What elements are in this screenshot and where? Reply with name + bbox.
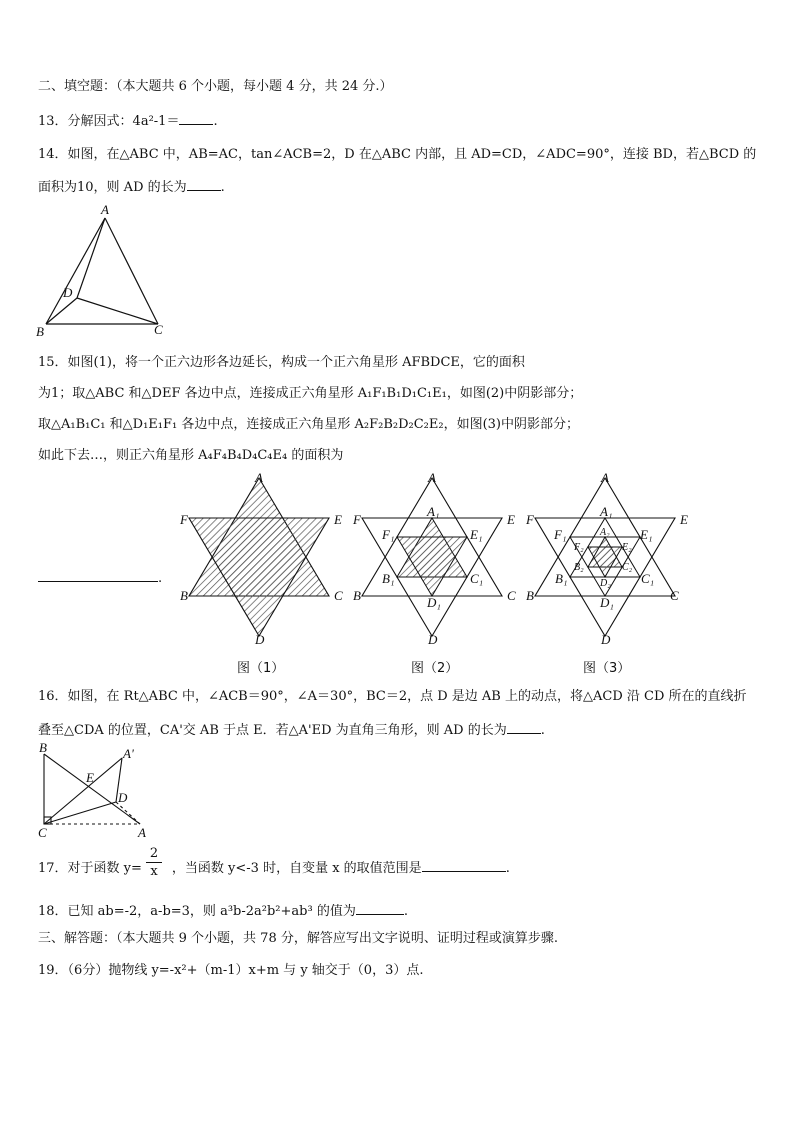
fig3-label-d1: D₁ xyxy=(600,595,614,610)
q16-fold-figure xyxy=(30,740,160,840)
section-heading-fill-in: 二、填空题：（本大题共 6 个小题，每小题 4 分，共 24 分.） xyxy=(38,79,393,94)
question-15-line1: 15．如图(1)，将一个正六边形各边延长，构成一个正六角星形 AFBDCE，它的面积 xyxy=(38,355,525,370)
q14-label-c: C xyxy=(154,322,163,337)
fig3-label-f: F xyxy=(526,512,534,527)
q15-answer-blank xyxy=(38,567,158,582)
q13-number: 13． xyxy=(38,114,68,129)
figure-3 xyxy=(525,470,688,647)
question-19: 19．（6分）抛物线 y=-x²+（m-1）x+m 与 y 轴交于（0，3）点. xyxy=(38,963,424,978)
fig2-label-d1: D₁ xyxy=(427,595,441,610)
figure-2 xyxy=(352,470,516,647)
caption-figure-2: 图（2） xyxy=(411,661,459,676)
fig2-label-d: D xyxy=(428,632,438,647)
q14-triangle-figure xyxy=(30,200,180,340)
question-15-line2: 为1；取△ABC 和△DEF 各边中点，连接成正六角星形 A₁F₁B₁D₁C₁E₁，如图(2)中阴影部分； xyxy=(38,386,583,401)
q18-text: 18．已知 ab=-2，a-b=3，则 a³b-2a²b²+ab³ 的值为 xyxy=(38,904,356,919)
q17-post: ，当函数 y<-3 时，自变量 x 的取值范围是 xyxy=(171,861,422,876)
fig3-label-a2: A₂ xyxy=(600,527,610,538)
question-14-line1: 14．如图，在△ABC 中，AB=AC，tan∠ACB=2，D 在△ABC 内部，且 AD=CD，∠ADC=90°，连接 BD，若△BCD 的 xyxy=(38,147,757,162)
q14-label-d: D xyxy=(63,285,73,300)
question-15-line3: 取△A₁B₁C₁ 和△D₁E₁F₁ 各边中点，连接成正六角星形 A₂F₂B₂D₂C₂E₂，如图(3)中阴影部分； xyxy=(38,417,579,432)
q14-label-b: B xyxy=(36,324,44,339)
question-18 xyxy=(38,900,408,921)
q16-label-e: E xyxy=(86,770,94,785)
caption-figure-3: 图（3） xyxy=(583,661,631,676)
fig3-label-c: C xyxy=(670,588,679,603)
fig1-label-f: F xyxy=(180,512,188,527)
q17-fraction xyxy=(146,846,162,879)
fig3-label-b: B xyxy=(526,588,534,603)
fig1-label-d: D xyxy=(255,632,265,647)
fig3-label-f2: F₂ xyxy=(574,542,584,553)
fig3-label-e: E xyxy=(680,512,688,527)
fig3-label-c1: C₁ xyxy=(641,571,655,586)
q18-end: . xyxy=(403,904,408,919)
fig1-label-e: E xyxy=(334,512,342,527)
fig3-label-c2: C₂ xyxy=(622,562,633,573)
q15-end: . xyxy=(158,571,163,586)
fig2-label-b1: B₁ xyxy=(382,571,395,586)
q15-answer-line xyxy=(38,567,162,588)
q14-text: 面积为10，则 AD 的长为 xyxy=(38,180,187,195)
q17-pre: 17．对于函数 y= xyxy=(38,861,142,876)
q16-answer-blank xyxy=(507,719,541,734)
fig1-label-c: C xyxy=(334,588,343,603)
fig2-label-b: B xyxy=(353,588,361,603)
fig3-label-f1: F₁ xyxy=(554,527,567,542)
q16-end: . xyxy=(540,723,545,738)
question-17 xyxy=(38,857,510,878)
fig2-label-f1: F₁ xyxy=(382,527,395,542)
fig1-label-a: A xyxy=(255,470,263,485)
q17-end: . xyxy=(505,861,510,876)
q17-denominator: x xyxy=(150,864,158,879)
q17-numerator: 2 xyxy=(149,846,159,861)
fig3-label-e2: E₂ xyxy=(622,542,632,553)
q13-text: 分解因式：4a²-1＝ xyxy=(67,114,180,129)
fig2-label-c: C xyxy=(507,588,516,603)
fig2-label-e1: E₁ xyxy=(470,527,483,542)
fig3-label-e1: E₁ xyxy=(640,527,653,542)
q14-answer-blank xyxy=(187,176,221,191)
fig2-label-f: F xyxy=(353,512,361,527)
q15-hexagram-figures xyxy=(170,466,690,652)
figure-1 xyxy=(179,470,343,647)
q16-label-d: D xyxy=(118,790,128,805)
q17-answer-blank xyxy=(422,857,506,872)
caption-figure-1: 图（1） xyxy=(237,661,285,676)
section-heading-solve: 三、解答题：（本大题共 9 个小题，共 78 分，解答应写出文字说明、证明过程或演算步骤. xyxy=(38,931,558,946)
fig2-label-c1: C₁ xyxy=(470,571,484,586)
fig3-label-a1: A₁ xyxy=(600,504,613,519)
q13-end: . xyxy=(213,114,218,129)
q18-answer-blank xyxy=(356,900,404,915)
question-14-line2 xyxy=(38,176,225,197)
q13-answer-blank xyxy=(179,110,213,125)
q16-label-a-prime: A' xyxy=(123,746,134,761)
fig3-label-d2: D₂ xyxy=(600,578,611,589)
question-15-line4: 如此下去…，则正六角星形 A₄F₄B₄D₄C₄E₄ 的面积为 xyxy=(38,448,344,463)
fig3-label-b2: B₂ xyxy=(574,562,584,573)
q14-label-a: A xyxy=(101,202,109,217)
q16-text: 叠至△CDA 的位置，CA'交 AB 于点 E．若△A'ED 为直角三角形，则 AD 的长为 xyxy=(38,723,507,738)
question-13 xyxy=(38,110,218,131)
q16-label-b: B xyxy=(39,740,47,755)
q16-label-c: C xyxy=(38,825,47,840)
fig2-label-e: E xyxy=(507,512,515,527)
fig3-label-b1: B₁ xyxy=(555,571,568,586)
fig1-label-b: B xyxy=(180,588,188,603)
q14-end: . xyxy=(220,180,225,195)
question-16-line2 xyxy=(38,719,545,740)
fig2-label-a: A xyxy=(428,470,436,485)
question-16-line1: 16．如图，在 Rt△ABC 中，∠ACB＝90°，∠A＝30°，BC＝2，点 D 是边 AB 上的动点，将△ACD 沿 CD 所在的直线折 xyxy=(38,689,747,704)
fig3-label-a: A xyxy=(601,470,609,485)
fig3-label-d: D xyxy=(601,632,611,647)
q16-label-a: A xyxy=(138,825,146,840)
fig2-label-a1: A₁ xyxy=(427,504,440,519)
